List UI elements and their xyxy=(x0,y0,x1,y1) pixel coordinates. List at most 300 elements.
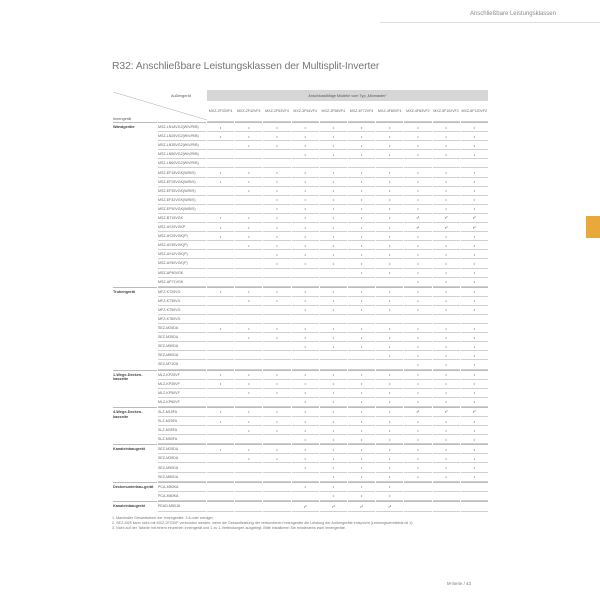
compatibility-cell xyxy=(376,360,403,369)
compatibility-cell: • xyxy=(348,324,375,333)
compatibility-cell xyxy=(263,398,290,407)
footnote: 3. Nicht auf der Tabelle mit einem einzelnen Innengerät und 1 zu 1-Verbindungen ausgelegt. Bitte installieren Sie mindestens zwei Innengeräte. xyxy=(112,526,346,530)
compatibility-cell: •² xyxy=(404,223,431,232)
compatibility-cell xyxy=(207,473,234,482)
compatibility-cell xyxy=(207,187,234,196)
footnote: 1. Maximaler Gesamtstrom der Innengeräte: 3 A oder weniger. xyxy=(112,516,214,520)
indoor-model: MLZ-KP60VF xyxy=(158,398,206,407)
compatibility-cell: • xyxy=(461,435,488,444)
compatibility-cell: • xyxy=(376,232,403,241)
compatibility-cell: • xyxy=(376,187,403,196)
compatibility-cell: • xyxy=(207,223,234,232)
compatibility-cell xyxy=(207,435,234,444)
compatibility-cell xyxy=(207,398,234,407)
column-header: MXZ-4F83VF2 xyxy=(404,101,431,122)
compatibility-cell: • xyxy=(433,473,460,482)
compatibility-cell: • xyxy=(292,342,319,351)
compatibility-cell xyxy=(235,398,262,407)
compatibility-cell xyxy=(235,351,262,360)
compatibility-cell: • xyxy=(348,259,375,268)
compatibility-cell: • xyxy=(348,482,375,492)
compatibility-cell: • xyxy=(207,168,234,177)
compatibility-cell: • xyxy=(376,269,403,278)
compatibility-cell: • xyxy=(404,342,431,351)
compatibility-cell: • xyxy=(207,178,234,187)
compatibility-cell: • xyxy=(235,168,262,177)
compatibility-cell xyxy=(404,492,431,501)
compatibility-cell: • xyxy=(263,333,290,342)
indoor-model: SEZ-M71DA xyxy=(158,360,206,369)
compatibility-cell xyxy=(404,315,431,324)
compatibility-cell: • xyxy=(263,178,290,187)
compatibility-cell: • xyxy=(433,324,460,333)
compatibility-cell: • xyxy=(404,250,431,259)
compatibility-cell: • xyxy=(292,306,319,315)
compatibility-cell: • xyxy=(433,278,460,287)
compatibility-cell: • xyxy=(292,214,319,223)
table-row xyxy=(113,324,488,333)
indoor-model: PCA-M50KA xyxy=(158,482,206,492)
compatibility-cell: • xyxy=(263,380,290,389)
indoor-model: SLZ-M25FA xyxy=(158,417,206,426)
compatibility-cell: • xyxy=(348,389,375,398)
table-row xyxy=(113,370,488,380)
compatibility-cell: • xyxy=(292,259,319,268)
compatibility-cell: • xyxy=(376,435,403,444)
compatibility-cell: • xyxy=(292,454,319,463)
compatibility-cell: • xyxy=(207,380,234,389)
compatibility-cell: • xyxy=(404,417,431,426)
table-corner-header xyxy=(113,90,206,122)
compatibility-cell: • xyxy=(348,132,375,141)
column-header: MXZ-3F68VF4 xyxy=(320,101,347,122)
compatibility-cell: • xyxy=(461,278,488,287)
indoor-model: SEZ-M60DA xyxy=(158,473,206,482)
compatibility-cell: • xyxy=(320,324,347,333)
table-row xyxy=(113,168,488,177)
compatibility-cell: • xyxy=(461,463,488,472)
compatibility-cell xyxy=(461,482,488,492)
compatibility-cell: • xyxy=(320,150,347,159)
compatibility-cell: • xyxy=(320,417,347,426)
compatibility-cell: • xyxy=(292,324,319,333)
compatibility-cell xyxy=(292,473,319,482)
compatibility-cell: • xyxy=(433,342,460,351)
compatibility-cell: • xyxy=(292,178,319,187)
compatibility-cell: • xyxy=(348,150,375,159)
compatibility-cell xyxy=(235,159,262,168)
compatibility-cell: • xyxy=(433,150,460,159)
compatibility-cell: • xyxy=(348,250,375,259)
compatibility-cell: • xyxy=(235,232,262,241)
compatibility-cell: • xyxy=(461,389,488,398)
compatibility-cell xyxy=(235,342,262,351)
page-footer: M-Serie / 43 xyxy=(447,581,471,586)
compatibility-cell xyxy=(235,501,262,512)
compatibility-cell: • xyxy=(376,398,403,407)
compatibility-cell: • xyxy=(376,473,403,482)
table-row xyxy=(113,426,488,435)
compatibility-cell: • xyxy=(348,370,375,380)
compatibility-cell: • xyxy=(320,492,347,501)
compatibility-cell xyxy=(433,482,460,492)
compatibility-cell xyxy=(207,278,234,287)
compatibility-cell: • xyxy=(348,122,375,132)
table-row xyxy=(113,463,488,472)
indoor-model: MSZ-LN18VG2(W/V/R/B) xyxy=(158,122,206,132)
compatibility-cell: • xyxy=(404,178,431,187)
compatibility-cell: • xyxy=(320,141,347,150)
compatibility-cell: • xyxy=(376,214,403,223)
compatibility-cell xyxy=(207,241,234,250)
compatibility-cell: • xyxy=(263,297,290,306)
compatibility-cell: • xyxy=(207,324,234,333)
compatibility-cell: • xyxy=(461,178,488,187)
compatibility-cell: • xyxy=(292,463,319,472)
table-row xyxy=(113,150,488,159)
table-row xyxy=(113,417,488,426)
compatibility-cell: • xyxy=(207,132,234,141)
compatibility-cell: • xyxy=(461,454,488,463)
compatibility-cell: • xyxy=(320,223,347,232)
compatibility-cell: • xyxy=(461,250,488,259)
compatibility-cell: • xyxy=(263,141,290,150)
indoor-model: SEZ-M50DA xyxy=(158,463,206,472)
compatibility-cell: •² xyxy=(404,407,431,417)
indoor-model: MSZ-EF50VGK(W/B/S) xyxy=(158,205,206,214)
compatibility-cell: • xyxy=(320,250,347,259)
compatibility-cell: • xyxy=(461,241,488,250)
compatibility-cell: • xyxy=(207,444,234,454)
compatibility-cell: • xyxy=(348,444,375,454)
compatibility-cell: • xyxy=(320,232,347,241)
group-label: Wandgeräte xyxy=(113,122,157,287)
indoor-model: SEZ-M60DA xyxy=(158,351,206,360)
compatibility-cell: • xyxy=(461,380,488,389)
compatibility-cell xyxy=(461,492,488,501)
compatibility-cell: • xyxy=(404,278,431,287)
group-label: Kanaleinbaugerät xyxy=(113,444,157,481)
compatibility-cell: • xyxy=(376,342,403,351)
compatibility-cell: • xyxy=(320,287,347,297)
compatibility-cell xyxy=(235,205,262,214)
compatibility-cell: • xyxy=(433,351,460,360)
compatibility-cell: • xyxy=(376,492,403,501)
compatibility-cell: • xyxy=(235,417,262,426)
compatibility-cell: • xyxy=(320,241,347,250)
compatibility-cell: • xyxy=(461,426,488,435)
compatibility-cell xyxy=(235,196,262,205)
compatibility-cell xyxy=(292,360,319,369)
indoor-model: MSZ-EF42VGK(W/B/S) xyxy=(158,196,206,205)
compatibility-cell: • xyxy=(404,360,431,369)
compatibility-cell xyxy=(263,278,290,287)
compatibility-cell: • xyxy=(320,426,347,435)
table-row xyxy=(113,380,488,389)
compatibility-cell: •² xyxy=(404,214,431,223)
indoor-model: MSZ-LN50VG2(W/V/R/B) xyxy=(158,150,206,159)
compatibility-cell: • xyxy=(263,287,290,297)
compatibility-cell: • xyxy=(348,417,375,426)
compatibility-cell: • xyxy=(235,454,262,463)
indoor-model: MLZ-KP50VF xyxy=(158,389,206,398)
group-label: Truhengerät xyxy=(113,287,157,370)
compatibility-cell: • xyxy=(433,370,460,380)
compatibility-cell: • xyxy=(292,287,319,297)
compatibility-cell xyxy=(207,250,234,259)
compatibility-cell: • xyxy=(461,232,488,241)
compatibility-cell: • xyxy=(461,269,488,278)
compatibility-cell: • xyxy=(235,132,262,141)
compatibility-cell: • xyxy=(263,426,290,435)
indoor-model: MSZ-EF25VGK(W/B/S) xyxy=(158,178,206,187)
compatibility-cell: • xyxy=(292,426,319,435)
compatibility-cell: • xyxy=(461,196,488,205)
compatibility-cell xyxy=(207,269,234,278)
compatibility-cell xyxy=(235,463,262,472)
compatibility-cell xyxy=(263,501,290,512)
table-row xyxy=(113,205,488,214)
indoor-model: SLZ-M35FA xyxy=(158,426,206,435)
compatibility-cell: • xyxy=(433,360,460,369)
table-row xyxy=(113,250,488,259)
compatibility-cell: • xyxy=(348,168,375,177)
compatibility-cell: • xyxy=(433,306,460,315)
compatibility-cell: • xyxy=(263,389,290,398)
compatibility-cell xyxy=(348,278,375,287)
compatibility-cell: • xyxy=(320,342,347,351)
compatibility-cell: • xyxy=(376,297,403,306)
indoor-model: MSZ-BT15VGK xyxy=(158,214,206,223)
compatibility-cell: • xyxy=(376,389,403,398)
compatibility-cell: • xyxy=(292,444,319,454)
indoor-model: MLZ-KP35VF xyxy=(158,380,206,389)
compatibility-cell: • xyxy=(235,214,262,223)
table-row xyxy=(113,297,488,306)
compatibility-cell: • xyxy=(461,205,488,214)
group-label: 4-Wege-Decken-kassette xyxy=(113,407,157,444)
compatibility-cell xyxy=(235,492,262,501)
compatibility-cell xyxy=(235,360,262,369)
footnotes xyxy=(112,516,414,531)
compatibility-cell: • xyxy=(292,141,319,150)
compatibility-cell: • xyxy=(235,370,262,380)
table-row xyxy=(113,398,488,407)
indoor-model: SEZ-M50DA xyxy=(158,342,206,351)
compatibility-cell: •² xyxy=(433,214,460,223)
compatibility-cell xyxy=(292,159,319,168)
compatibility-cell: • xyxy=(292,435,319,444)
compatibility-cell xyxy=(207,297,234,306)
table-row xyxy=(113,492,488,501)
compatibility-cell: • xyxy=(376,454,403,463)
compatibility-cell xyxy=(207,389,234,398)
compatibility-cell xyxy=(292,492,319,501)
compatibility-cell xyxy=(263,463,290,472)
compatibility-cell xyxy=(348,360,375,369)
indoor-model: MSZ-AY25VGK(P) xyxy=(158,232,206,241)
page-title: R32: Anschließbare Leistungsklassen der Multisplit-Inverter xyxy=(112,61,380,72)
column-header: MXZ-2F53VF4 xyxy=(263,101,290,122)
compatibility-cell xyxy=(235,306,262,315)
compatibility-cell: • xyxy=(461,187,488,196)
compatibility-cell: • xyxy=(348,232,375,241)
compatibility-cell: • xyxy=(433,417,460,426)
indoor-model: SEZ-M25DA xyxy=(158,444,206,454)
compatibility-cell: • xyxy=(292,122,319,132)
compatibility-cell xyxy=(433,315,460,324)
compatibility-cell: • xyxy=(235,287,262,297)
compatibility-cell: • xyxy=(461,324,488,333)
compatibility-cell: • xyxy=(292,407,319,417)
indoor-model: MFZ-KT60VG xyxy=(158,315,206,324)
compatibility-cell: • xyxy=(348,473,375,482)
table-row xyxy=(113,159,488,168)
indoor-model: MSZ-AP71VGK xyxy=(158,278,206,287)
compatibility-cell: • xyxy=(207,407,234,417)
table-row xyxy=(113,501,488,512)
compatibility-cell xyxy=(263,435,290,444)
compatibility-cell: • xyxy=(320,407,347,417)
compatibility-cell: • xyxy=(348,398,375,407)
compatibility-cell xyxy=(433,159,460,168)
compatibility-cell xyxy=(235,259,262,268)
compatibility-cell: • xyxy=(348,454,375,463)
indoor-unit-label: Innengerät xyxy=(113,117,132,121)
table-row xyxy=(113,306,488,315)
compatibility-cell xyxy=(235,250,262,259)
compatibility-cell xyxy=(263,315,290,324)
compatibility-cell: •² xyxy=(461,407,488,417)
compatibility-cell xyxy=(207,360,234,369)
compatibility-cell: • xyxy=(207,122,234,132)
compatibility-cell: • xyxy=(376,196,403,205)
compatibility-cell: • xyxy=(320,398,347,407)
compatibility-cell: • xyxy=(461,259,488,268)
compatibility-cell: • xyxy=(376,417,403,426)
compatibility-cell: • xyxy=(433,389,460,398)
compatibility-cell xyxy=(263,482,290,492)
compatibility-cell: • xyxy=(292,389,319,398)
compatibility-cell xyxy=(207,259,234,268)
compatibility-cell: • xyxy=(404,398,431,407)
compatibility-cell: • xyxy=(461,150,488,159)
compatibility-cell: • xyxy=(433,444,460,454)
compatibility-cell xyxy=(235,278,262,287)
indoor-model: MSZ-AY20VGKP xyxy=(158,223,206,232)
compatibility-cell: • xyxy=(433,232,460,241)
compatibility-cell: • xyxy=(404,205,431,214)
compatibility-cell: • xyxy=(292,196,319,205)
compatibility-cell: • xyxy=(404,196,431,205)
compatibility-cell: • xyxy=(433,196,460,205)
compatibility-cell: • xyxy=(404,297,431,306)
compatibility-cell: • xyxy=(263,187,290,196)
compatibility-cell xyxy=(207,426,234,435)
compatibility-cell: • xyxy=(404,122,431,132)
compatibility-cell: • xyxy=(404,141,431,150)
compatibility-cell: • xyxy=(376,223,403,232)
indoor-model: SEZ-M35DA xyxy=(158,454,206,463)
compatibility-cell: • xyxy=(263,259,290,268)
compatibility-cell: • xyxy=(292,370,319,380)
compatibility-cell: • xyxy=(433,205,460,214)
compatibility-cell xyxy=(320,159,347,168)
compatibility-cell: • xyxy=(433,259,460,268)
compatibility-cell: • xyxy=(376,333,403,342)
compatibility-cell xyxy=(263,342,290,351)
compatibility-cell: • xyxy=(235,223,262,232)
table-row xyxy=(113,141,488,150)
compatibility-cell: • xyxy=(461,333,488,342)
compatibility-cell: • xyxy=(348,223,375,232)
compatible-models-band: Anschlussfähige Modelle vom Typ „Mixmaster“ xyxy=(207,90,488,101)
compatibility-cell: • xyxy=(348,407,375,417)
table-row xyxy=(113,232,488,241)
compatibility-cell xyxy=(207,492,234,501)
compatibility-cell: • xyxy=(348,241,375,250)
compatibility-cell: • xyxy=(433,141,460,150)
compatibility-cell xyxy=(207,141,234,150)
compatibility-cell: • xyxy=(292,417,319,426)
compatibility-cell: • xyxy=(433,187,460,196)
compatibility-cell: • xyxy=(320,214,347,223)
compatibility-cell: • xyxy=(320,205,347,214)
compatibility-cell: • xyxy=(320,132,347,141)
compatibility-cell: • xyxy=(461,168,488,177)
column-header: MXZ-4F80VF4 xyxy=(376,101,403,122)
compatibility-cell: • xyxy=(320,370,347,380)
indoor-model: MSZ-LN35VG2(W/V/R/B) xyxy=(158,141,206,150)
compatibility-cell: • xyxy=(320,178,347,187)
compatibility-cell xyxy=(461,159,488,168)
compatibility-cell: • xyxy=(433,297,460,306)
compatibility-cell: • xyxy=(376,178,403,187)
compatibility-cell xyxy=(320,351,347,360)
table-row xyxy=(113,278,488,287)
table-row xyxy=(113,241,488,250)
compatibility-cell: • xyxy=(433,333,460,342)
compatibility-cell: • xyxy=(320,473,347,482)
compatibility-cell: • xyxy=(292,187,319,196)
compatibility-cell: • xyxy=(292,333,319,342)
compatibility-cell: • xyxy=(235,380,262,389)
compatibility-cell: • xyxy=(376,250,403,259)
compatibility-cell: • xyxy=(263,241,290,250)
compatibility-cell: • xyxy=(348,306,375,315)
indoor-model: MFZ-KT50VG xyxy=(158,306,206,315)
table-row xyxy=(113,342,488,351)
compatibility-cell xyxy=(235,482,262,492)
compatibility-cell: • xyxy=(461,444,488,454)
compatibility-cell: • xyxy=(433,426,460,435)
compatibility-cell: • xyxy=(433,380,460,389)
indoor-model: MSZ-AP60VGK xyxy=(158,269,206,278)
table-row xyxy=(113,407,488,417)
compatibility-cell: • xyxy=(348,492,375,501)
compatibility-cell: • xyxy=(263,370,290,380)
compatibility-cell: • xyxy=(348,141,375,150)
table-row xyxy=(113,178,488,187)
compatibility-cell: • xyxy=(320,259,347,268)
compatibility-cell: • xyxy=(235,407,262,417)
compatibility-cell: • xyxy=(320,454,347,463)
compatibility-cell xyxy=(263,492,290,501)
compatibility-cell: • xyxy=(292,398,319,407)
compatibility-cell: • xyxy=(348,333,375,342)
compatibility-cell: • xyxy=(263,232,290,241)
compatibility-cell: • xyxy=(320,306,347,315)
